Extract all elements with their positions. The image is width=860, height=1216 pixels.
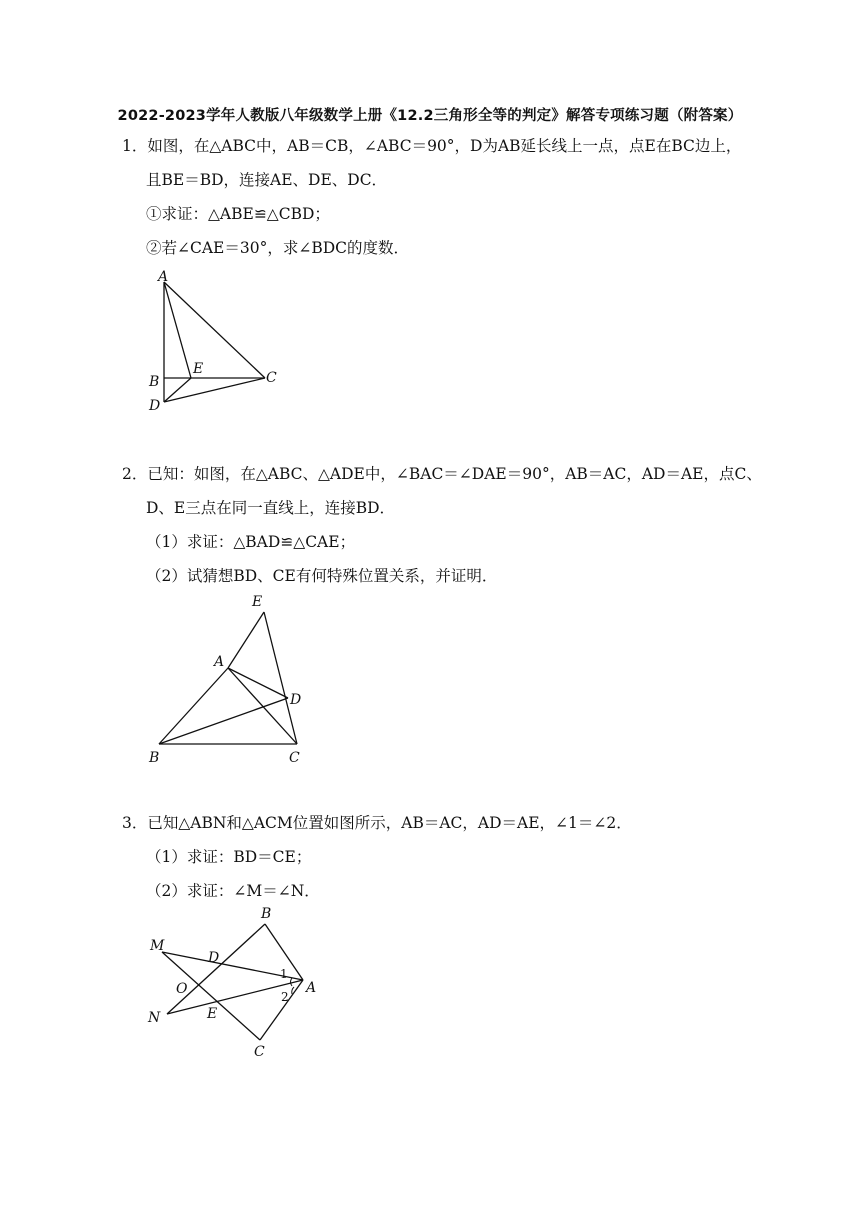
figure-3-label-N: N <box>148 1010 161 1026</box>
problem-3-statement-line-1: 3．已知△ABN和△ACM位置如图所示，AB＝AC，AD＝AE，∠1＝∠2． <box>122 814 632 832</box>
problem-1-part-2: ②若∠CAE＝30°，求∠BDC的度数． <box>146 239 409 257</box>
figure-1-label-C: C <box>266 370 277 386</box>
problem-1-statement-line-2: 且BE＝BD，连接AE、DE、DC． <box>146 171 388 189</box>
problem-3-part-2: （2）求证：∠M＝∠N． <box>146 882 320 900</box>
figure-1-label-B: B <box>149 374 160 390</box>
figure-3-label-A: A <box>306 980 317 996</box>
figure-3-label-angle-2: 2 <box>281 990 289 1004</box>
figure-3-label-E: E <box>207 1006 218 1022</box>
problem-2-part-2: （2）试猜想BD、CE有何特殊位置关系，并证明． <box>146 567 498 585</box>
document-title: 2022-2023学年人教版八年级数学上册《12.2三角形全等的判定》解答专项练习题（附答案） <box>117 108 743 124</box>
problem-1-part-1: ①求证：△ABE≌△CBD； <box>146 205 330 223</box>
problem-2-part-1: （1）求证：△BAD≌△CAE； <box>146 533 356 551</box>
figure-3-label-D: D <box>208 950 220 966</box>
figure-2-label-B: B <box>149 750 160 766</box>
figure-1-label-A: A <box>158 269 169 285</box>
figure-1-label-D: D <box>149 398 161 414</box>
figure-2-label-D: D <box>290 692 302 708</box>
figure-3-label-B: B <box>261 906 272 922</box>
figure-2-label-E: E <box>252 594 263 610</box>
problem-2-statement-line-2: D、E三点在同一直线上，连接BD． <box>146 499 396 517</box>
problem-2-figure <box>140 588 320 768</box>
problem-3-figure <box>140 902 330 1062</box>
problem-1-figure <box>140 262 290 417</box>
problem-3-part-1: （1）求证：BD＝CE； <box>146 848 312 866</box>
figure-2-label-C: C <box>289 750 300 766</box>
figure-3-label-angle-1: 1 <box>280 967 288 981</box>
problem-1-statement-line-1: 1．如图，在△ABC中，AB＝CB，∠ABC＝90°，D为AB延长线上一点，点E在BC边上， <box>122 137 742 155</box>
figure-3-label-M: M <box>150 938 165 954</box>
figure-2-label-A: A <box>214 654 225 670</box>
figure-3-label-O: O <box>176 981 188 997</box>
figure-1-label-E: E <box>193 361 204 377</box>
problem-2-statement-line-1: 2．已知：如图，在△ABC、△ADE中，∠BAC＝∠DAE＝90°，AB＝AC，AD＝AE，点C、 <box>122 465 762 483</box>
figure-3-label-C: C <box>254 1044 265 1060</box>
